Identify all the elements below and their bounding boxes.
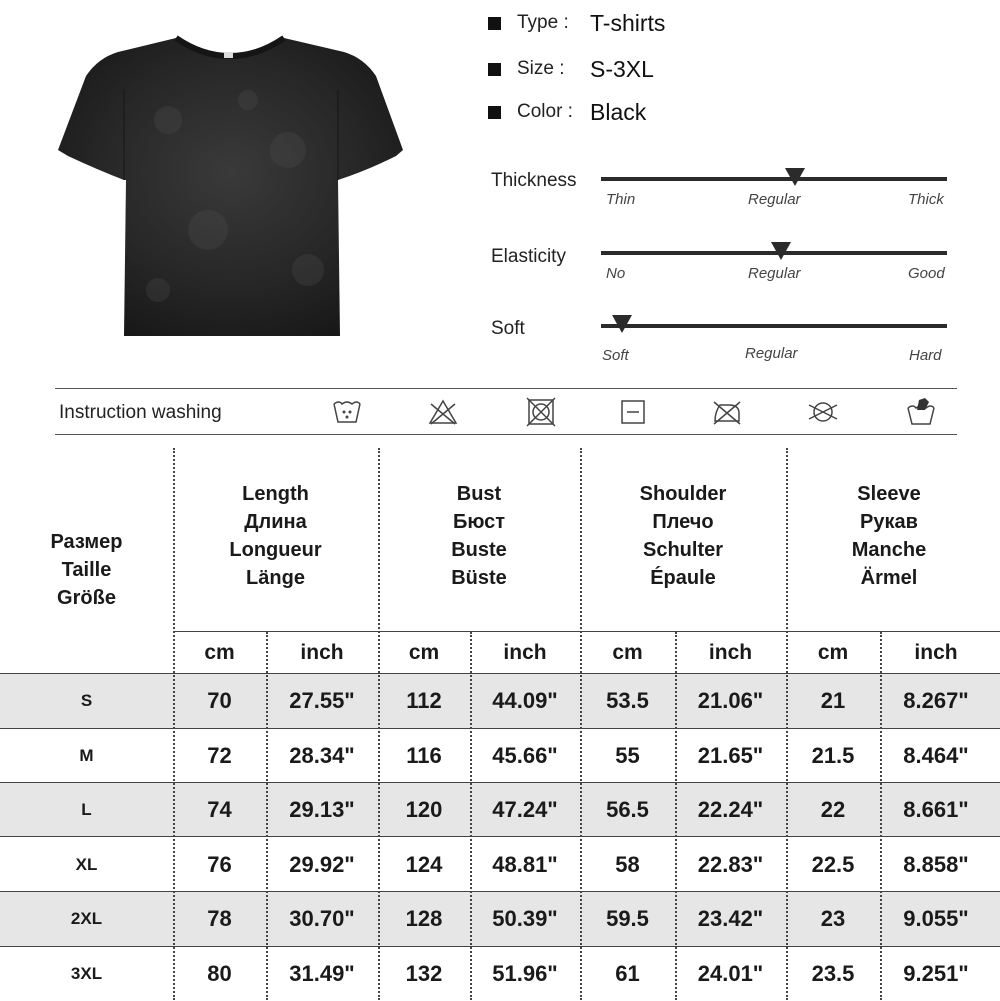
value-cell: 22.83" (697, 851, 764, 877)
size-cell: S (80, 691, 93, 710)
value-cell: 51.96" (492, 960, 558, 986)
value-cell: 8.267" (903, 688, 969, 713)
scale-max-label: Hard (909, 347, 942, 364)
spec-type (488, 8, 665, 38)
value-cell: 132 (405, 960, 443, 986)
size-cell: XL (75, 854, 98, 874)
value-cell: 21.65" (697, 742, 764, 768)
value-cell: 128 (405, 906, 443, 931)
size-cell: L (81, 800, 92, 819)
spec-color (488, 97, 646, 127)
header-line: Taille (61, 559, 112, 581)
value-cell: 8.464" (903, 742, 969, 768)
value-cell: 23 (820, 906, 846, 931)
shoulder-header (580, 480, 786, 592)
size-cell: 3XL (70, 963, 103, 983)
header-line: Shoulder (639, 483, 727, 505)
value-cell: 76 (207, 851, 232, 877)
unit-inch-label: inch (503, 640, 547, 664)
value-cell: 22.24" (697, 797, 764, 822)
spec-value: T-shirts (590, 9, 666, 36)
value-cell: 28.34" (289, 742, 355, 768)
no-dry-clean-icon (807, 396, 839, 428)
scale-marker-icon (785, 168, 805, 186)
header-line: Länge (246, 567, 305, 589)
unit-cm-label: cm (817, 640, 849, 664)
header-line: Рукав (860, 511, 918, 533)
value-cell: 27.55" (289, 688, 355, 713)
value-cell: 24.01" (697, 960, 764, 986)
bullet-square-icon (488, 17, 501, 30)
scale-track (601, 324, 947, 328)
scale-marker-icon (612, 315, 632, 333)
unit-cm-label: cm (408, 640, 440, 664)
value-cell: 55 (615, 742, 640, 768)
scale-name: Soft (491, 318, 525, 339)
value-cell: 124 (405, 851, 443, 877)
value-cell: 21 (820, 688, 846, 713)
scale-name: Thickness (491, 170, 577, 191)
scale-track (601, 177, 947, 181)
value-cell: 22.5 (811, 851, 855, 877)
header-line: Длина (244, 511, 307, 533)
header-line: Größe (57, 587, 116, 609)
sleeve-header (786, 480, 992, 592)
scale-min-label: No (606, 265, 626, 282)
value-cell: 30.70" (289, 906, 355, 931)
header-line: Размер (50, 531, 123, 553)
value-cell: 45.66" (492, 742, 558, 768)
product-image (58, 30, 403, 340)
scale-max-label: Thick (908, 191, 944, 208)
scale-min-label: Thin (606, 191, 636, 208)
header-line: Ärmel (860, 567, 918, 589)
value-cell: 8.858" (903, 851, 969, 877)
value-cell: 9.251" (903, 960, 969, 986)
value-cell: 47.24" (492, 797, 558, 822)
value-cell: 48.81" (492, 851, 558, 877)
value-cell: 53.5 (606, 688, 649, 713)
scale-marker-icon (771, 242, 791, 260)
value-cell: 44.09" (492, 688, 558, 713)
header-line: Schulter (642, 539, 724, 561)
bullet-square-icon (488, 106, 501, 119)
header-line: Épaule (650, 567, 716, 589)
value-cell: 58 (615, 851, 640, 877)
size-column-header (0, 520, 173, 620)
bust-header (378, 480, 580, 592)
length-header (173, 480, 378, 592)
value-cell: 21.06" (697, 688, 764, 713)
no-tumble-dry-icon (525, 396, 557, 428)
value-cell: 70 (207, 688, 232, 713)
size-cell: M (79, 745, 94, 765)
low-iron-icon (711, 396, 743, 428)
value-cell: 8.661" (903, 797, 969, 822)
header-line: Longueur (229, 539, 322, 561)
header-line: Manche (851, 539, 927, 561)
value-cell: 78 (207, 906, 232, 931)
value-cell: 74 (207, 797, 232, 822)
spec-label: Type : (517, 12, 569, 33)
wash-30-icon (331, 396, 363, 428)
no-bleach-icon (427, 396, 459, 428)
washing-title: Instruction washing (59, 402, 222, 423)
unit-cm-label: cm (612, 640, 643, 664)
header-line: Бюст (452, 511, 506, 533)
spec-value: S-3XL (590, 55, 654, 82)
scale-mid-label: Regular (745, 345, 798, 362)
hand-wash-icon (905, 396, 937, 428)
value-cell: 116 (406, 742, 442, 768)
scale-min-label: Soft (602, 347, 629, 364)
spec-label: Size : (517, 58, 565, 79)
value-cell: 29.13" (289, 797, 355, 822)
unit-cm-label: cm (204, 640, 235, 664)
scale-max-label: Good (908, 265, 945, 282)
size-table (0, 440, 1000, 1000)
value-cell: 29.92" (289, 851, 355, 877)
header-line: Плечо (652, 511, 714, 533)
value-cell: 56.5 (606, 797, 649, 822)
header-line: Sleeve (857, 483, 921, 505)
scale-mid-label: Regular (748, 265, 801, 282)
header-line: Length (242, 483, 309, 505)
header-line: Bust (456, 483, 502, 505)
value-cell: 31.49" (289, 960, 355, 986)
value-cell: 9.055" (903, 906, 969, 931)
scale-mid-label: Regular (748, 191, 801, 208)
value-cell: 23.42" (697, 906, 764, 931)
value-cell: 21.5 (811, 742, 855, 768)
unit-inch-label: inch (300, 640, 344, 664)
value-cell: 22 (820, 797, 846, 822)
bullet-square-icon (488, 63, 501, 76)
value-cell: 61 (615, 960, 640, 986)
spec-value: Black (590, 98, 647, 125)
unit-inch-label: inch (708, 640, 753, 664)
washing-instructions (55, 388, 957, 435)
value-cell: 59.5 (606, 906, 649, 931)
spec-label: Color : (517, 101, 573, 122)
size-cell: 2XL (70, 909, 103, 928)
spec-size (488, 54, 654, 84)
value-cell: 72 (207, 742, 232, 768)
value-cell: 23.5 (811, 960, 855, 986)
value-cell: 112 (406, 688, 442, 713)
dry-flat-icon (617, 396, 649, 428)
value-cell: 50.39" (492, 906, 558, 931)
value-cell: 120 (405, 797, 443, 822)
header-line: Büste (451, 567, 507, 589)
unit-inch-label: inch (914, 640, 958, 664)
header-line: Buste (451, 539, 507, 561)
value-cell: 80 (207, 960, 232, 986)
scale-name: Elasticity (491, 246, 566, 267)
